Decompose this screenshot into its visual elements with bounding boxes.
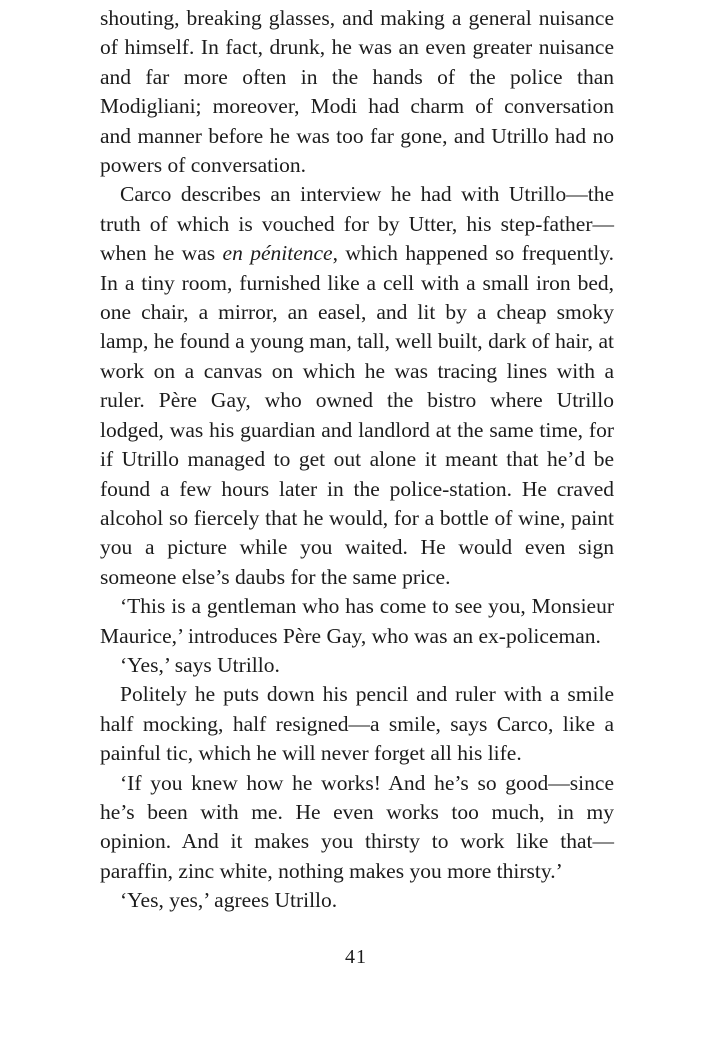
italic-phrase: en pénitence [222,241,333,266]
paragraph-7: ‘Yes, yes,’ agrees Utrillo. [120,888,338,913]
paragraph-6: ‘If you knew how he works! And he’s so good—since he’s been with me. He even works too much, in my opinion. And it makes you thirsty to work like that—paraffin, zinc white, nothing makes you more thirsty.’ [100,770,614,883]
paragraph-3: ‘This is a gentleman who has come to see you, Monsieur Maurice,’ introduces Père Gay, who was an ex-policeman. [100,594,614,648]
page-number: 41 [345,946,367,968]
paragraph-5: Politely he puts down his pencil and ruler with a smile half mocking, half resigned—a smile, says Carco, like a painful tic, which he will never forget all his life. [100,682,614,766]
paragraph-2: Carco describes an interview he had with Utrillo—the truth of which is vouched for by Utter, his step-father—when he was en pénitence, which happened so frequently. In a tiny room, furnished like a cell with a small iron bed, one chair, a mirror, an easel, and lit by a cheap smoky lamp, he found a young man, tall, well built, dark of hair, at work on a canvas on which he was tracing lines with a ruler. Père Gay, who owned the bistro where Utrillo lodged, was his guardian and landlord at the same time, for if Utrillo managed to get out alone it meant that he’d be found a few hours later in the police-station. He craved alcohol so fiercely that he would, for a bottle of wine, paint you a picture while you waited. He would even sign someone else’s daubs for the same price. [100,182,614,589]
page-body [100,4,614,916]
paragraph-4: ‘Yes,’ says Utrillo. [120,652,280,677]
paragraph-1: shouting, breaking glasses, and making a general nuisance of himself. In fact, drunk, he was an even greater nuisance and far more often in the hands of the police than Modigliani; moreover, Modi had charm of conversation and manner before he was too far gone, and Utrillo had no powers of conversation. [100,6,614,178]
